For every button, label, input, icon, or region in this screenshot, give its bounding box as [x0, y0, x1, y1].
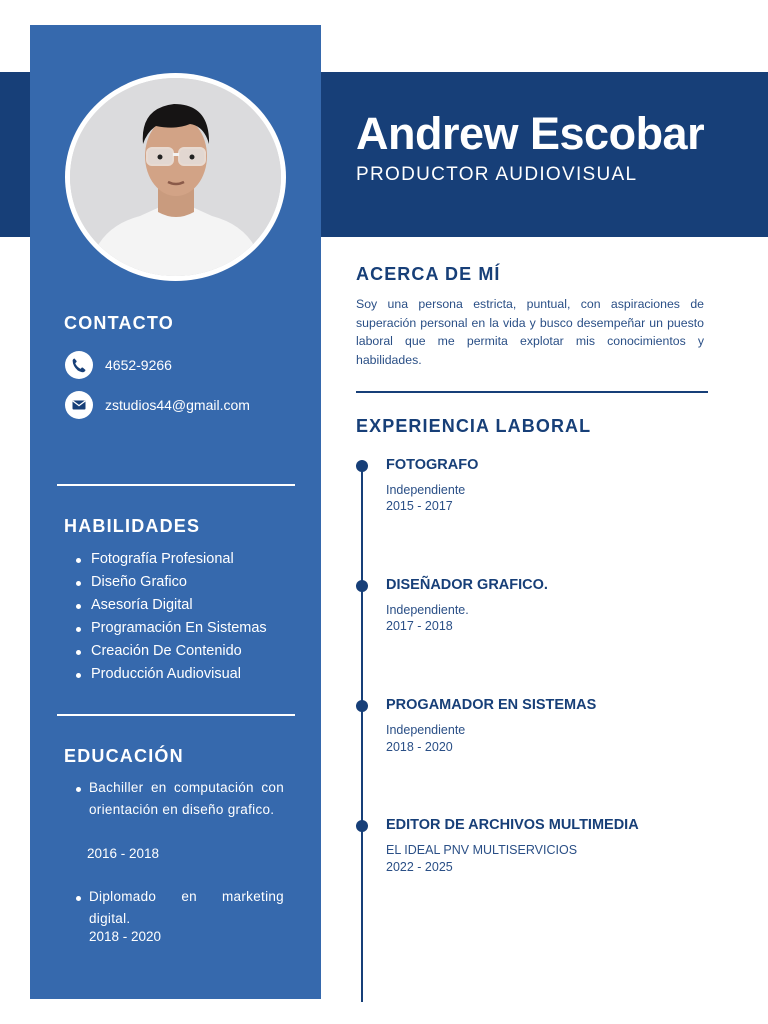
- timeline-dot: [356, 580, 368, 592]
- education-description: Diplomado en marketing digital.: [89, 889, 284, 926]
- skills-list: [76, 548, 267, 686]
- timeline-dot: [356, 700, 368, 712]
- envelope-icon: [65, 391, 93, 419]
- education-item: [76, 777, 284, 821]
- timeline-line: [361, 462, 363, 1002]
- skill-item: Programación En Sistemas: [76, 617, 267, 640]
- job-years: 2015 - 2017: [386, 499, 453, 513]
- job-title: FOTOGRAFO: [386, 457, 479, 473]
- sidebar-divider: [57, 714, 295, 716]
- job-title: DISEÑADOR GRAFICO.: [386, 577, 548, 593]
- job-place: Independiente: [386, 483, 466, 497]
- skill-item: Diseño Grafico: [76, 571, 267, 594]
- job-title: EDITOR DE ARCHIVOS MULTIMEDIA: [386, 817, 639, 833]
- education-years: 2016 - 2018: [87, 846, 160, 861]
- job-place: EL IDEAL PNV MULTISERVICIOS: [386, 843, 578, 857]
- job-years: 2017 - 2018: [386, 619, 453, 633]
- phone-icon: [65, 351, 93, 379]
- education-item: [76, 886, 284, 930]
- job-years: 2018 - 2020: [386, 740, 453, 754]
- timeline-dot: [356, 460, 368, 472]
- phone-number[interactable]: 4652-9266: [105, 357, 172, 373]
- candidate-name: Andrew Escobar: [356, 108, 705, 159]
- skill-item: Creación De Contenido: [76, 640, 267, 663]
- education-description: Bachiller en computación con orientación en diseño grafico.: [89, 780, 284, 817]
- candidate-role: PRODUCTOR AUDIOVISUAL: [356, 164, 638, 185]
- about-text: Soy una persona estricta, puntual, con aspiraciones de superación personal en la vida y busco desempeñar un puesto laboral que me permita explotar mis conocimientos y habilidades.: [356, 297, 704, 367]
- job-years: 2022 - 2025: [386, 860, 453, 874]
- skill-item: Asesoría Digital: [76, 594, 267, 617]
- experience-title: EXPERIENCIA LABORAL: [356, 416, 592, 436]
- sidebar-divider: [57, 484, 295, 486]
- email-address[interactable]: zstudios44@gmail.com: [105, 397, 250, 413]
- skill-item: Producción Audiovisual: [76, 663, 267, 686]
- about-title: ACERCA DE MÍ: [356, 264, 501, 284]
- education-years: 2018 - 2020: [89, 929, 162, 944]
- contact-title: CONTACTO: [64, 313, 174, 333]
- job-place: Independiente.: [386, 603, 469, 617]
- skill-item: Fotografía Profesional: [76, 548, 267, 571]
- section-divider: [356, 391, 708, 393]
- skills-title: HABILIDADES: [64, 516, 201, 536]
- person-portrait-icon: [70, 78, 281, 276]
- education-title: EDUCACIÓN: [64, 746, 184, 766]
- timeline-dot: [356, 820, 368, 832]
- job-place: Independiente: [386, 723, 466, 737]
- profile-photo: [70, 78, 281, 276]
- job-title: PROGAMADOR EN SISTEMAS: [386, 697, 597, 713]
